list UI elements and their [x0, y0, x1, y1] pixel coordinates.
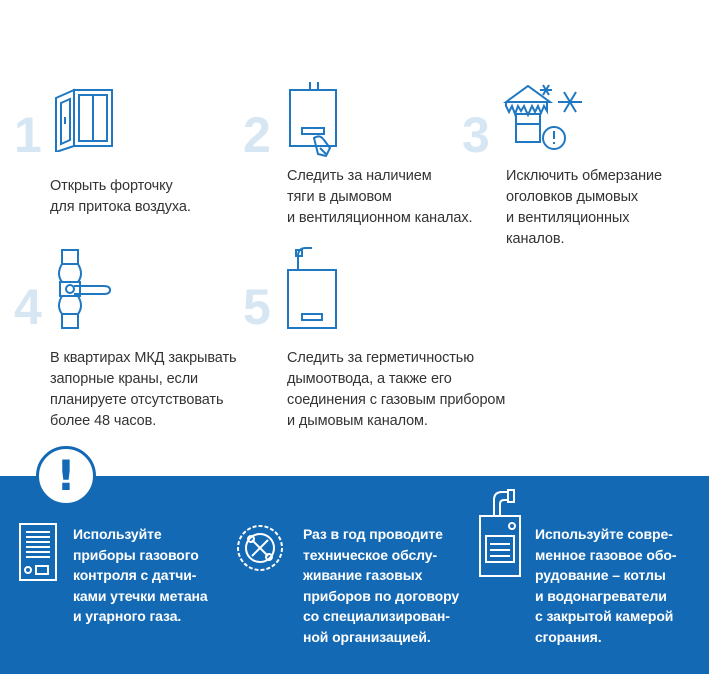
- step-2-number: 2: [243, 107, 271, 163]
- frozen-chimney-icon: [500, 80, 590, 158]
- gas-detector-icon: [18, 522, 58, 582]
- tip-3-text: Используйте совре- менное газовое обо- рудование – котлы и водонагреватели с закрытой камерой сгорания.: [535, 526, 677, 645]
- step-5-text: Следить за герметичностью дымоотвода, а также его соединения с газовым прибором и дымовым каналом.: [287, 350, 506, 429]
- gas-boiler-draft-icon: [284, 80, 344, 160]
- window-icon: [52, 82, 116, 152]
- warning-badge: [36, 446, 96, 506]
- step-3-text: Исключить обмерзание оголовков дымовых и вентиляционных каналов.: [506, 168, 662, 247]
- tip-1-text: Используйте приборы газового контроля с датчи- ками утечки метана и угарного газа.: [73, 526, 208, 624]
- step-1-number: 1: [14, 107, 42, 163]
- step-5-number: 5: [243, 279, 271, 335]
- gear-tools-icon: [232, 520, 288, 576]
- step-4-text: В квартирах МКД закрывать запорные краны, если планируете отсутствовать более 48 часов.: [50, 350, 237, 429]
- step-2-text: Следить за наличием тяги в дымовом и вентиляционном каналах.: [287, 168, 473, 226]
- step-1-text: Открыть форточку для притока воздуха.: [50, 178, 191, 215]
- closed-chamber-boiler-icon: [472, 488, 528, 584]
- exclamation-icon: !: [56, 451, 76, 500]
- gas-boiler-flue-icon: [282, 244, 342, 334]
- tip-2-text: Раз в год проводите техническое обслу- живание газовых приборов по договору со специализирован- ной организацией.: [303, 526, 460, 645]
- gas-valve-icon: [50, 248, 114, 332]
- step-4-number: 4: [14, 279, 42, 335]
- step-3-number: 3: [462, 107, 490, 163]
